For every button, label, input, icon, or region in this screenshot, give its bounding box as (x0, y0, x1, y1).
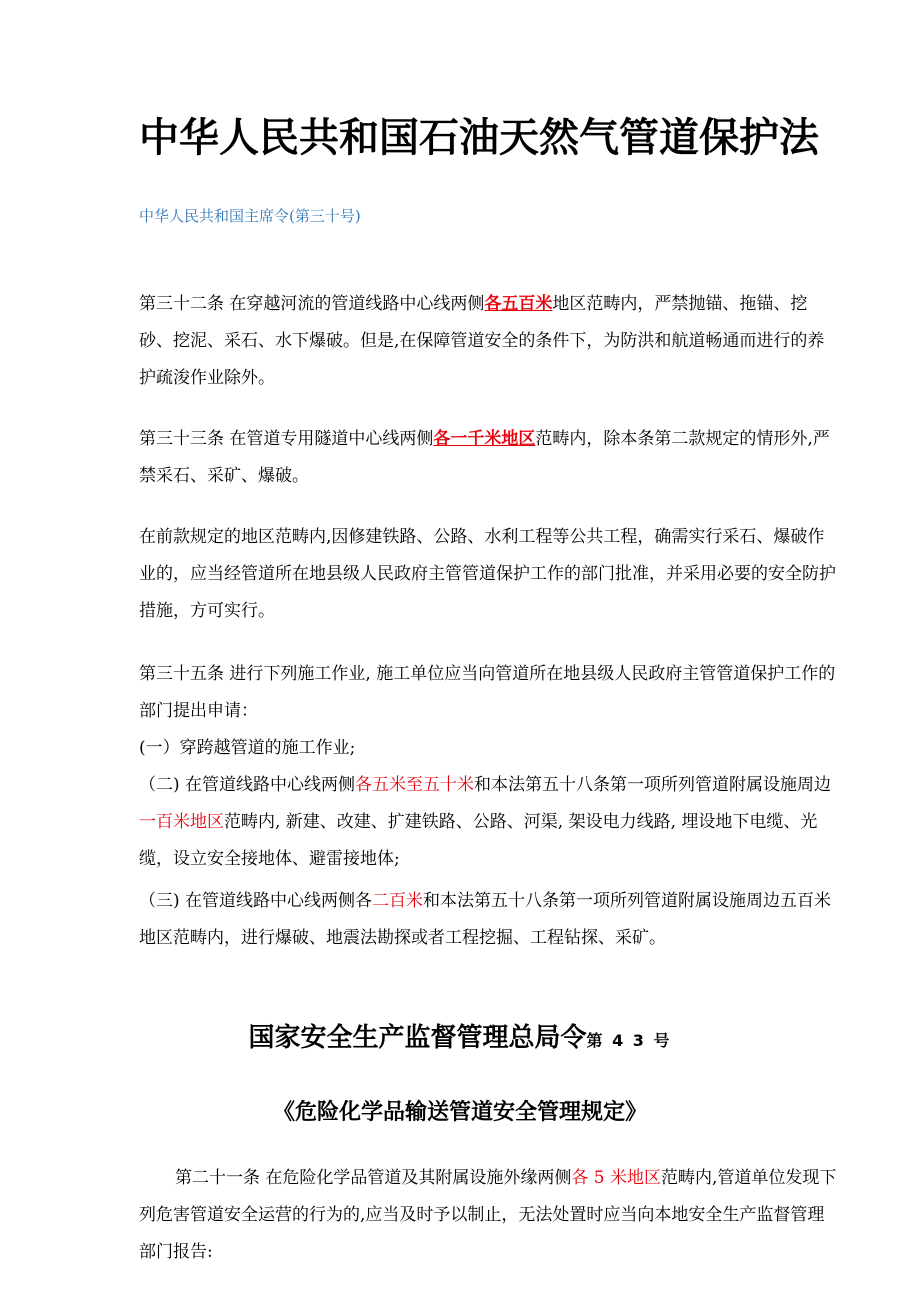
item-2-highlight-1: 各五米至五十米 (355, 775, 475, 795)
article-32-highlight: 各五百米 (484, 294, 553, 314)
item-2-part-c: 范畴内, 新建、改建、扩建铁路、公路、河渠, 架设电力线路, 埋设地下电缆、光缆，设立安全接地体、避雷接地体; (139, 812, 818, 869)
article-32-lead: 第三十二条 在穿越河流的管道线路中心线两侧 (139, 294, 485, 314)
item-3-highlight: 二百米 (372, 891, 424, 911)
regulation-title: 《危险化学品输送管道安全管理规定》 (272, 1099, 647, 1125)
article-32 (139, 286, 839, 397)
article-35-item-3 (139, 883, 839, 957)
item-3-part-b: 和本法第五十八条第一项所列管道附属设施周边五百米地区范畴内，进行爆破、地震法勘探或者工程挖掘、工程钻探、采矿。 (139, 891, 832, 948)
presidential-order-subtitle[interactable]: 中华人民共和国主席令(第三十号) (139, 207, 361, 225)
item-2-part-b: 和本法第五十八条第一项所列管道附属设施周边 (474, 775, 832, 795)
item-2-part-a: （二) 在管道线路中心线两侧 (139, 775, 356, 795)
article-21-lead: 第二十一条 在危险化学品管道及其附属设施外缘两侧 (175, 1168, 572, 1188)
order-heading (0, 1018, 920, 1061)
article-21 (139, 1160, 839, 1271)
article-21-highlight: 各 5 米地区 (571, 1168, 662, 1188)
article-35-item-1: (一）穿跨越管道的施工作业; (139, 738, 356, 758)
article-33 (139, 421, 839, 495)
order-heading-text: 国家安全生产监督管理总局令 (248, 1023, 587, 1053)
document-title: 中华人民共和国石油天然气管道保护法 (139, 115, 819, 161)
article-33-paragraph-2: 在前款规定的地区范畴内,因修建铁路、公路、水利工程等公共工程，确需实行采石、爆破作业的，应当经管道所在地县级人民政府主管管道保护工作的部门批准，并采用必要的安全防护措施，方可实行。 (139, 527, 836, 621)
article-35-item-2 (139, 767, 839, 878)
item-2-highlight-2: 一百米地区 (139, 812, 224, 832)
order-number: 第 4 3 号 (586, 1031, 672, 1050)
article-33-lead: 第三十三条 在管道专用隧道中心线两侧 (139, 429, 434, 449)
article-35-lead: 第三十五条 进行下列施工作业, 施工单位应当向管道所在地县级人民政府主管管道保护工作的部门提出申请： (139, 664, 836, 721)
article-32-rest: 地区范畴内，严禁抛锚、拖锚、挖砂、挖泥、采石、水下爆破。但是,在保障管道安全的条件下，为防洪和航道畅通而进行的养护疏浚作业除外。 (139, 294, 825, 388)
article-21-rest: 范畴内,管道单位发现下列危害管道安全运营的行为的,应当及时予以制止，无法处置时应当向本地安全生产监督管理部门报告: (139, 1168, 837, 1262)
article-33-highlight: 各一千米地区 (433, 429, 536, 449)
article-33-rest: 范畴内，除本条第二款规定的情形外,严禁采石、采矿、爆破。 (139, 429, 830, 486)
item-3-part-a: （三) 在管道线路中心线两侧各 (139, 891, 373, 911)
